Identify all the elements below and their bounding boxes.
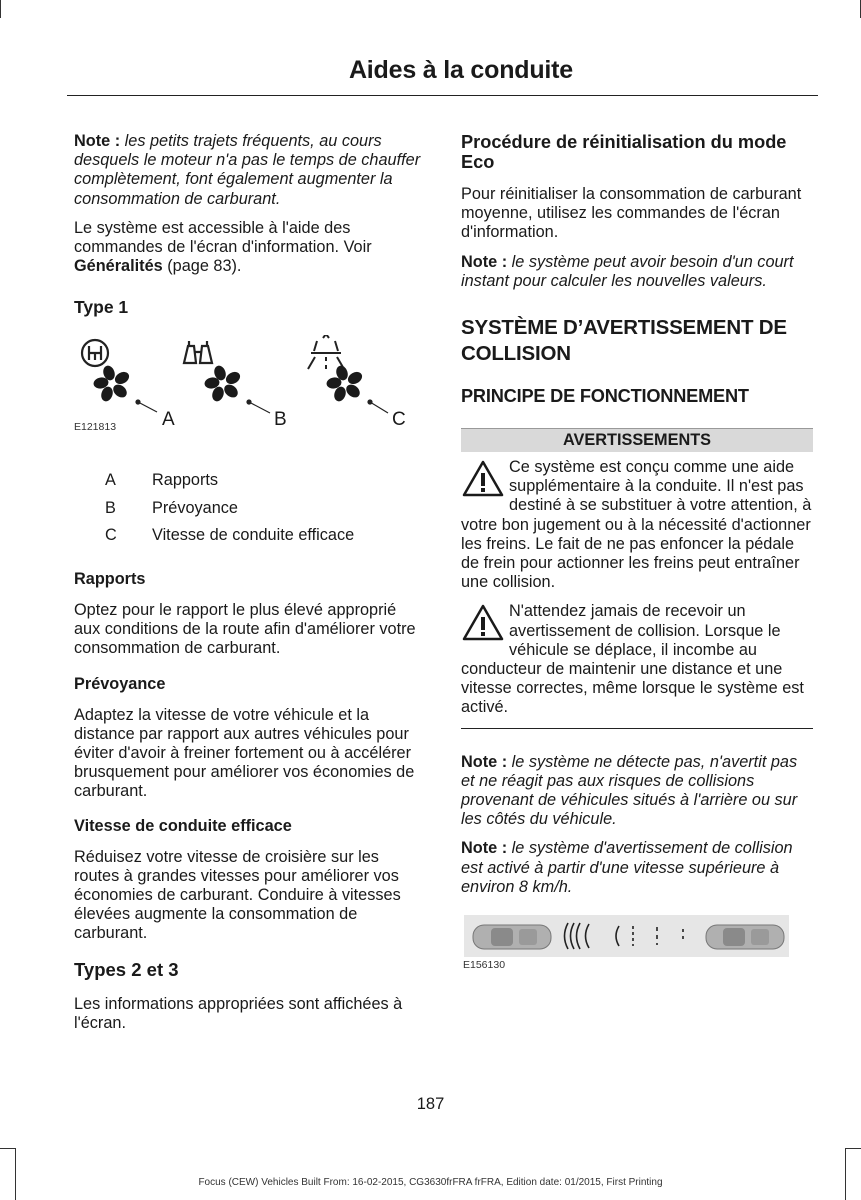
- prevoyance-heading: Prévoyance: [74, 674, 166, 693]
- warnings-header: AVERTISSEMENTS: [461, 428, 813, 452]
- rear-car-icon: [473, 925, 551, 949]
- figure-letter-a: A: [162, 409, 175, 431]
- eco-mode-figure: [74, 335, 426, 455]
- warning-text: Ce système est conçu comme une aide supplémentaire à la conduite. Il n'est pas destiné à se substituer à votre attention, à votre bon jugement ou à la nécessité d'actionner les freins. Le fait de ne pas enfoncer la pédale de frein pour actionner les freins peut entraîner une collision.: [461, 458, 812, 592]
- vitesse-heading: Vitesse de conduite efficace: [74, 816, 292, 835]
- right-column: [461, 132, 813, 979]
- leaf-icon-b: [204, 364, 243, 403]
- note-label: Note :: [74, 132, 121, 150]
- front-car-icon: [706, 925, 784, 949]
- collision-figure: [461, 913, 813, 979]
- types23-text: Les informations appropriées sont affichées à l'écran.: [74, 994, 403, 1032]
- leaf-icon-a: [93, 364, 132, 403]
- types23-heading: Types 2 et 3: [74, 958, 179, 980]
- legend-row: [74, 526, 426, 554]
- crop-mark: [0, 1148, 15, 1149]
- legend-key: B: [105, 498, 116, 517]
- crop-mark: [15, 1148, 16, 1200]
- collision-illustration: [461, 913, 813, 963]
- warnings-end-divider: [461, 728, 813, 729]
- type1-heading: Type 1: [74, 297, 129, 318]
- legend-row: [74, 471, 426, 499]
- note-text: les petits trajets fréquents, au cours desquels le moteur n'a pas le temps de chauffer complètement, font également augmenter la consommation de carburant.: [74, 132, 421, 208]
- prevoyance-text: Adaptez la vitesse de votre véhicule et la distance par rapport aux autres véhicules pour éviter d'avoir à freiner fortement ou à accélérer brusquement pour améliorer vos économies de carburant.: [74, 705, 415, 801]
- warning-triangle-icon: [461, 459, 505, 499]
- note-text: le système ne détecte pas, n'avertit pas et ne réagit pas aux risques de collisions provenant de véhicules situés à l'arrière ou sur les côtés du véhicule.: [461, 752, 798, 829]
- access-text: Le système est accessible à l'aide des commandes de l'écran d'information. Voir: [74, 218, 372, 257]
- binoculars-icon: [184, 341, 212, 363]
- rapports-heading: Rapports: [74, 569, 146, 588]
- note-text: le système peut avoir besoin d'un court instant pour calculer les nouvelles valeurs.: [461, 252, 794, 290]
- legend-label: Rapports: [152, 471, 219, 490]
- legend-label: Prévoyance: [152, 498, 238, 517]
- rapports-text: Optez pour le rapport le plus élevé approprié aux conditions de la route afin d'améliorer votre consommation de carburant.: [74, 600, 416, 658]
- legend-label: Vitesse de conduite efficace: [152, 526, 355, 545]
- road-icon: [308, 335, 344, 369]
- leaf-icon-c: [326, 364, 365, 403]
- gear-shift-icon: [82, 340, 108, 366]
- page-title: Aides à la conduite: [348, 56, 573, 84]
- left-column: [74, 132, 426, 1033]
- generalites-link[interactable]: Généralités: [74, 257, 163, 276]
- figure-code: E121813: [74, 421, 117, 434]
- warning-block: [461, 458, 813, 592]
- vitesse-text: Réduisez votre vitesse de croisière sur les routes à grandes vitesses pour améliorer vos économies de carburant. Conduire à vitesses élevées augmente la consommation de carburant.: [74, 847, 401, 943]
- warning-text: N'attendez jamais de recevoir un avertissement de collision. Lorsque le véhicule se déplace, il incombe au conducteur de maintenir une distance et une vitesse correctes, même lorsque le système est activé.: [461, 602, 804, 717]
- access-paragraph: [74, 219, 426, 277]
- crop-mark: [845, 1148, 846, 1200]
- note-activation: [461, 839, 813, 897]
- principle-heading: PRINCIPE DE FONCTIONNEMENT: [461, 386, 749, 407]
- crop-mark: [0, 0, 1, 18]
- note-label: Note :: [461, 752, 508, 771]
- page-number: 187: [416, 1095, 445, 1113]
- legend-key: C: [105, 526, 117, 545]
- figure-letter-b: B: [274, 409, 287, 431]
- figure-code: E156130: [463, 959, 506, 972]
- title-divider: [67, 95, 818, 96]
- note-label: Note :: [461, 839, 508, 858]
- warning-block: [461, 602, 813, 717]
- crop-mark: [845, 1148, 861, 1149]
- warning-triangle-icon: [461, 603, 505, 643]
- eco-mode-illustration: [74, 335, 426, 455]
- legend-key: A: [105, 471, 116, 490]
- figure-legend: [74, 471, 426, 554]
- reset-text: Pour réinitialiser la consommation de carburant moyenne, utilisez les commandes de l'écran d'information.: [461, 185, 802, 242]
- note-short-trips: [74, 132, 426, 209]
- figure-letter-c: C: [392, 409, 406, 431]
- page-reference: (page 83).: [162, 257, 242, 276]
- note-detection: [461, 753, 813, 830]
- collision-heading: SYSTÈME D’AVERTISSEMENT DE COLLISION: [461, 316, 787, 366]
- note-calculation: [461, 253, 813, 291]
- footer-edition-info: Focus (CEW) Vehicles Built From: 16-02-2015, CG3630frFRA frFRA, Edition date: 01/2015, First Printing: [198, 1177, 663, 1188]
- reset-heading: Procédure de réinitialisation du mode Eco: [461, 132, 787, 172]
- legend-row: [74, 499, 426, 527]
- note-label: Note :: [461, 252, 508, 271]
- note-text: le système d'avertissement de collision est activé à partir d'une vitesse supérieure à environ 8 km/h.: [461, 839, 793, 896]
